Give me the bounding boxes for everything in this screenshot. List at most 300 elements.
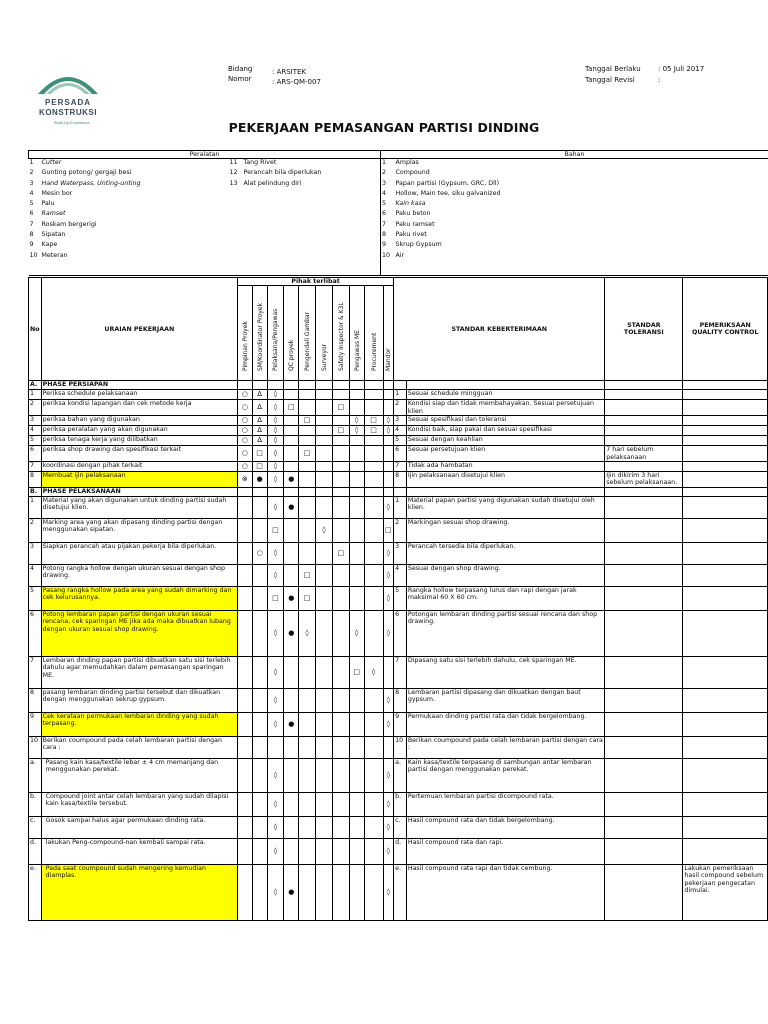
role-mark (364, 390, 383, 400)
standard-text: Pertemuan lembaran partisi dicompound rata. (406, 792, 604, 816)
role-mark (364, 838, 383, 864)
role-mark (332, 586, 349, 610)
role-mark (252, 736, 267, 758)
role-mark: ∆ (252, 400, 267, 416)
table-row (29, 426, 768, 436)
role-mark (364, 688, 383, 712)
document-title: PEKERJAAN PEMASANGAN PARTISI DINDING (228, 120, 540, 135)
tolerance-text (605, 838, 683, 864)
role-mark (284, 542, 299, 564)
role-mark: ◊ (267, 416, 284, 426)
qc-text (683, 472, 768, 488)
role-mark (284, 656, 299, 688)
peralatan-header: Peralatan (29, 151, 381, 159)
empty-cell (229, 210, 243, 220)
standard-text: Sesuai persetujuan klien (406, 446, 604, 462)
role-header (252, 286, 267, 381)
row-description: Potong lembaran papan partisi dengan ukuran sesuai rencana, cek sparingan ME jika ada maka dibuatkan lubang dengan ukuran sesuai shop drawing. (41, 610, 237, 656)
tanggal-revisi-value: : (658, 76, 661, 84)
role-mark (364, 564, 383, 586)
tool-name: Tang Rivet (243, 159, 381, 169)
role-mark (299, 436, 316, 446)
row-description: Pasang rangka hollow pada area yang sudah dimarking dan cek kelurusannya. (41, 586, 237, 610)
role-mark (252, 610, 267, 656)
standard-number: a. (394, 758, 407, 792)
standard-text: Kondisi siap dan tidak membahayakan. Sesuai persetujuan klien (406, 400, 604, 416)
role-mark (332, 496, 349, 518)
qc-text (683, 496, 768, 518)
table-row (29, 518, 768, 542)
role-mark (332, 864, 349, 920)
standard-text: Potongan lembaran dinding partisi sesuai rencana dan shop drawing. (406, 610, 604, 656)
empty-cell (284, 381, 299, 390)
role-header (284, 286, 299, 381)
row-number: 2 (29, 518, 42, 542)
qc-text (683, 610, 768, 656)
tolerance-text (605, 436, 683, 446)
empty-cell (243, 252, 381, 262)
role-mark: ◊ (267, 688, 284, 712)
role-mark (332, 390, 349, 400)
role-mark (237, 864, 252, 920)
material-number: 6 (382, 210, 387, 218)
qc-text (683, 564, 768, 586)
role-mark: ◊ (364, 656, 383, 688)
row-description: Compound joint antar celah lembaran yang sudah dilapisi kain kasa/textile tersebut. (41, 792, 237, 816)
role-mark: ○ (237, 416, 252, 426)
role-mark (364, 518, 383, 542)
role-mark: ● (284, 586, 299, 610)
row-description: Potong rangka hollow dengan ukuran sesuai dengan shop drawing. (41, 564, 237, 586)
material-number: 4 (382, 189, 387, 197)
empty-cell (394, 381, 407, 390)
tolerance-text: Ijin dikirim 3 hari sebelum pelaksanaan. (605, 472, 683, 488)
material-number: 10 (382, 251, 391, 259)
role-mark: ◊ (267, 542, 284, 564)
table-row (29, 736, 768, 758)
standard-number: 4 (394, 426, 407, 436)
standard-text: Hasil compound rata rapi dan tidak cembung. (406, 864, 604, 920)
row-description: periksa shop drawing dan spesifikasi terkait (41, 446, 237, 462)
role-mark: ◊ (383, 496, 394, 518)
role-mark (237, 610, 252, 656)
table-row (29, 792, 768, 816)
role-mark (252, 816, 267, 838)
qc-text (683, 758, 768, 792)
bidang-label: Bidang (228, 65, 253, 73)
bidang-value: : ARSITEK (272, 68, 307, 76)
tolerance-text (605, 400, 683, 416)
col-standar-keberterimaan: STANDAR KEBERTERIMAAN (394, 278, 605, 381)
role-mark (349, 736, 364, 758)
tool-number: 13 (229, 179, 238, 187)
role-mark (237, 758, 252, 792)
role-label: Pimpinan Proyek (241, 321, 249, 371)
standard-text: Sesuai dengan shop drawing. (406, 564, 604, 586)
table-row (29, 816, 768, 838)
qc-text (683, 586, 768, 610)
empty-cell (316, 381, 333, 390)
role-mark (299, 496, 316, 518)
standard-number: 4 (394, 564, 407, 586)
empty-cell (349, 381, 364, 390)
tolerance-text (605, 462, 683, 472)
qc-text (683, 400, 768, 416)
role-mark (316, 610, 333, 656)
role-mark: □ (383, 518, 394, 542)
role-mark (284, 390, 299, 400)
role-mark: ∆ (252, 426, 267, 436)
bahan-header: Bahan (381, 151, 768, 159)
qc-text (683, 838, 768, 864)
empty-cell (406, 381, 604, 390)
role-mark (349, 496, 364, 518)
role-mark: ◊ (316, 518, 333, 542)
material-name: Skrup Gypsum (395, 241, 442, 249)
empty-cell (267, 381, 284, 390)
role-mark (364, 586, 383, 610)
role-mark: ◊ (267, 610, 284, 656)
role-mark (364, 496, 383, 518)
row-description: Berikan coumpound pada celah lembaran partisi dengan cara : (41, 736, 237, 758)
role-mark: □ (332, 542, 349, 564)
role-mark: ◊ (383, 758, 394, 792)
role-header (349, 286, 364, 381)
role-mark (299, 518, 316, 542)
role-mark (332, 816, 349, 838)
col-no: No (29, 278, 42, 381)
empty-cell (683, 381, 768, 390)
standard-number: 5 (394, 586, 407, 610)
standard-text: Hasil compound rata dan rapi. (406, 838, 604, 864)
table-row (29, 610, 768, 656)
role-mark: ◊ (383, 864, 394, 920)
role-mark (349, 462, 364, 472)
standard-text: Lembaran partisi dipasang dan dikuatkan dengan baut gypsum. (406, 688, 604, 712)
table-row (29, 416, 768, 426)
tool-number: 8 (29, 230, 34, 238)
role-mark (349, 688, 364, 712)
role-mark: ◊ (383, 816, 394, 838)
role-mark (383, 390, 394, 400)
role-mark: □ (364, 416, 383, 426)
tool-name: Cutter (41, 159, 62, 167)
row-description: Lembaran dinding papan partisi dibuatkan satu sisi terlebih dahulu agar memudahkan dalam pemasangan sparingan ME. (41, 656, 237, 688)
role-label: Surveyor (320, 343, 328, 371)
material-name: Amplas (395, 159, 419, 167)
role-mark (316, 736, 333, 758)
role-mark (237, 712, 252, 736)
role-mark: ◊ (267, 712, 284, 736)
role-mark (252, 864, 267, 920)
role-mark (237, 518, 252, 542)
tool-number: 3 (29, 179, 34, 187)
empty-cell (243, 200, 381, 210)
role-mark (284, 564, 299, 586)
role-mark (237, 496, 252, 518)
empty-cell (229, 221, 243, 231)
role-mark: ◊ (267, 838, 284, 864)
empty-cell (252, 381, 267, 390)
row-number: 10 (29, 736, 42, 758)
role-mark (252, 838, 267, 864)
tool-name: Meteran (41, 251, 68, 259)
role-mark: ◊ (267, 564, 284, 586)
role-header (237, 286, 252, 381)
row-description: periksa peralatan yang akan digunakan (41, 426, 237, 436)
standard-text: Rangka hollow terpasang lurus dan rapi dengan jarak maksimal 60 X 60 cm. (406, 586, 604, 610)
empty-cell (237, 487, 252, 496)
standard-number: 6 (394, 610, 407, 656)
role-mark (237, 792, 252, 816)
row-description: Pada saat coumpound sudah mengering kemudian diamplas. (41, 864, 237, 920)
role-mark (299, 656, 316, 688)
material-number: 1 (382, 159, 387, 167)
logo-tagline: Build Up Excellence (54, 120, 90, 125)
role-mark: □ (299, 446, 316, 462)
role-mark: ◊ (267, 462, 284, 472)
role-mark (252, 712, 267, 736)
tool-name: Sipatan (41, 230, 66, 238)
role-mark: ○ (252, 542, 267, 564)
role-mark (252, 792, 267, 816)
role-mark (332, 688, 349, 712)
role-mark (284, 462, 299, 472)
standard-number: 9 (394, 712, 407, 736)
material-name: Hollow, Main tee, siku galvanized (395, 189, 501, 197)
row-description: lakukan Peng-compound-nan kembali sampai rata. (41, 838, 237, 864)
standard-number: 3 (394, 542, 407, 564)
role-mark: ◊ (267, 758, 284, 792)
role-mark (349, 564, 364, 586)
role-mark (316, 838, 333, 864)
empty-cell (243, 221, 381, 231)
role-mark (364, 542, 383, 564)
tolerance-text (605, 610, 683, 656)
tolerance-text (605, 496, 683, 518)
role-mark (284, 758, 299, 792)
role-mark (364, 864, 383, 920)
role-mark: ◊ (383, 688, 394, 712)
qc-text (683, 816, 768, 838)
role-mark: ○ (237, 462, 252, 472)
row-description: Cek kerataan permukaan lembaran dinding yang sudah terpasang. (41, 712, 237, 736)
qc-text (683, 712, 768, 736)
role-label: Procurement (370, 332, 378, 371)
role-mark (316, 656, 333, 688)
role-mark (383, 736, 394, 758)
role-mark: ◊ (383, 426, 394, 436)
standard-text: Sesuai schedule mingguan (406, 390, 604, 400)
table-row (29, 838, 768, 864)
role-mark (316, 586, 333, 610)
row-number: 1 (29, 496, 42, 518)
tool-number: 11 (229, 159, 238, 167)
tolerance-text (605, 416, 683, 426)
role-mark: □ (332, 426, 349, 436)
role-mark: ◊ (383, 792, 394, 816)
standard-text: Perancah tersedia bila diperlukan. (406, 542, 604, 564)
table-row (29, 586, 768, 610)
role-mark (332, 564, 349, 586)
role-mark (237, 656, 252, 688)
role-mark (316, 792, 333, 816)
role-mark: □ (284, 400, 299, 416)
section-title: PHASE PELAKSANAAN (41, 487, 237, 496)
role-mark (316, 390, 333, 400)
tanggal-revisi-label: Tanggal Revisi (585, 76, 635, 84)
standard-number: 10 (394, 736, 407, 758)
role-mark: ● (284, 496, 299, 518)
role-mark: ◊ (349, 416, 364, 426)
empty-cell (394, 487, 407, 496)
role-mark (284, 426, 299, 436)
role-mark (316, 688, 333, 712)
col-pemeriksaan-qc: PEMERIKSAAN QUALITY CONTROL (683, 278, 768, 381)
role-header (332, 286, 349, 381)
role-label: Mandor (385, 348, 393, 371)
row-number: 6 (29, 610, 42, 656)
role-mark (252, 688, 267, 712)
role-mark (299, 462, 316, 472)
tool-name: Kape (41, 241, 58, 249)
role-mark (252, 496, 267, 518)
row-description: periksa tenaga kerja yang dilibatkan (41, 436, 237, 446)
role-mark (237, 586, 252, 610)
empty-cell (364, 487, 383, 496)
row-description: Marking area yang akan dipasang dinding partisi dengan menggunakan sipatan. (41, 518, 237, 542)
material-name: Papan partisi (Gypsum, GRC, Dll) (395, 179, 500, 187)
standard-number: 2 (394, 400, 407, 416)
qc-text (683, 542, 768, 564)
tolerance-text (605, 792, 683, 816)
standard-text: Kain kasa/textile terpasang di sambungan antar lembaran partisi dengan menggunakan perekat. (406, 758, 604, 792)
role-mark: ◊ (267, 816, 284, 838)
role-mark: ◊ (349, 426, 364, 436)
standard-text: Material papan partisi yang digunakan sudah disetujui oleh klien. (406, 496, 604, 518)
role-mark (237, 542, 252, 564)
role-mark: □ (332, 400, 349, 416)
tool-name: Gunting potong/ gergaji besi (41, 169, 132, 177)
material-number: 2 (382, 169, 387, 177)
empty-cell (332, 487, 349, 496)
role-mark: ◊ (383, 712, 394, 736)
role-mark (316, 758, 333, 792)
table-row (29, 496, 768, 518)
standard-number: b. (394, 792, 407, 816)
row-description: Pasang kain kasa/textile lebar ± 4 cm memanjang dan menggunakan perekat. (41, 758, 237, 792)
tool-number: 5 (29, 200, 34, 208)
role-mark: ◊ (299, 610, 316, 656)
role-mark (284, 792, 299, 816)
work-table (28, 277, 768, 921)
table-row (29, 656, 768, 688)
row-number: 4 (29, 564, 42, 586)
empty-cell (229, 252, 243, 262)
logo-name: PERSADA (44, 98, 92, 107)
tool-number: 12 (229, 169, 238, 177)
role-mark (349, 446, 364, 462)
role-mark (316, 416, 333, 426)
standard-text: Ijin pelaksanaan disetujui klien (406, 472, 604, 488)
row-number: 5 (29, 436, 42, 446)
role-mark (332, 472, 349, 488)
role-mark (364, 400, 383, 416)
empty-cell (349, 487, 364, 496)
tool-number: 4 (29, 189, 34, 197)
role-label: Pengendali Gambar (304, 311, 312, 371)
role-mark (364, 446, 383, 462)
standard-number: 8 (394, 688, 407, 712)
row-number: 7 (29, 656, 42, 688)
qc-text (683, 736, 768, 758)
role-mark (252, 586, 267, 610)
role-mark (332, 462, 349, 472)
role-mark (383, 472, 394, 488)
empty-cell (332, 381, 349, 390)
material-name: Paku beton (395, 210, 431, 218)
role-mark (364, 610, 383, 656)
standard-number: e. (394, 864, 407, 920)
tolerance-text (605, 816, 683, 838)
role-mark (252, 656, 267, 688)
empty-cell (243, 210, 381, 220)
role-mark: □ (299, 586, 316, 610)
role-mark (364, 472, 383, 488)
role-mark (332, 758, 349, 792)
empty-cell (29, 262, 381, 276)
material-number: 8 (382, 230, 387, 238)
row-number: e. (29, 864, 42, 920)
standard-text: Sesuai dengan keahlian (406, 436, 604, 446)
tolerance-text (605, 712, 683, 736)
tolerance-text (605, 564, 683, 586)
role-mark: □ (267, 586, 284, 610)
tools-materials-table (28, 150, 768, 276)
empty-cell (237, 381, 252, 390)
col-uraian: URAIAN PEKERJAAN (41, 278, 237, 381)
qc-text (683, 416, 768, 426)
role-mark: ○ (237, 400, 252, 416)
tolerance-text (605, 864, 683, 920)
empty-cell (229, 190, 243, 200)
role-mark: ◊ (267, 864, 284, 920)
tool-name: Perancah bila diperlukan (243, 169, 381, 179)
role-mark: □ (364, 426, 383, 436)
qc-text (683, 436, 768, 446)
role-mark (299, 758, 316, 792)
role-mark (332, 518, 349, 542)
role-mark (299, 400, 316, 416)
tolerance-text (605, 426, 683, 436)
role-mark (299, 542, 316, 564)
role-mark (316, 472, 333, 488)
qc-text (683, 462, 768, 472)
role-mark: ◊ (383, 838, 394, 864)
row-number: a. (29, 758, 42, 792)
tool-number: 1 (29, 159, 34, 167)
row-number: c. (29, 816, 42, 838)
role-mark (316, 542, 333, 564)
role-mark (349, 758, 364, 792)
qc-text (683, 792, 768, 816)
role-mark: ● (284, 712, 299, 736)
role-mark (364, 792, 383, 816)
role-label: Pengawas ME (353, 330, 361, 371)
role-mark: ◊ (383, 542, 394, 564)
role-mark: ◊ (267, 792, 284, 816)
role-label: SM/Koordinator Proyek (256, 303, 264, 371)
